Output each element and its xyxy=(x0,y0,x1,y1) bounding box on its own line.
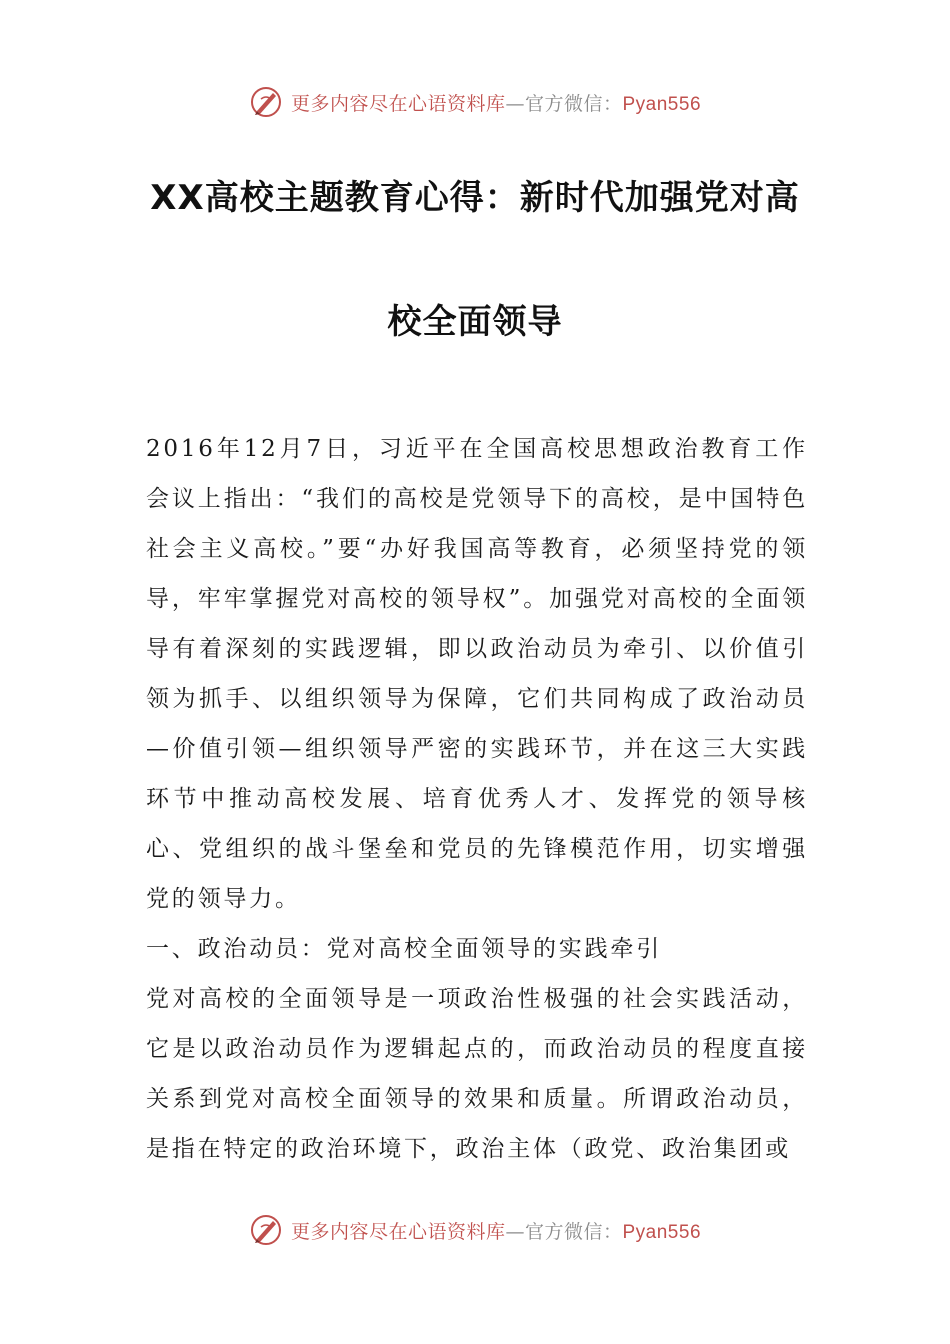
body-paragraph-section-1: 党对高校的全面领导是一项政治性极强的社会实践活动，它是以政治动员作为逻辑起点的，而政治动员的程度直接关系到党对高校全面领导的效果和质量。所谓政治动员，是指在特定的政治环境下，政治主体（政党、政治集团或 xyxy=(146,986,808,1162)
pen-logo-icon xyxy=(249,1213,283,1247)
watermark-official: —官方微信： xyxy=(505,1220,623,1243)
document-body xyxy=(146,424,808,1174)
watermark-main: 更多内容尽在心语资料库 xyxy=(290,92,506,115)
watermark-wechat-id: Pyan556 xyxy=(622,1221,702,1243)
document-title-line-2: 校全面领导 xyxy=(387,302,563,342)
footer-watermark xyxy=(0,1210,950,1250)
document-title-line-1: XX高校主题教育心得：新时代加强党对高 xyxy=(150,178,800,218)
watermark-text xyxy=(291,89,701,116)
header-watermark xyxy=(0,82,950,122)
watermark-main: 更多内容尽在心语资料库 xyxy=(290,1220,506,1243)
watermark-text xyxy=(291,1217,701,1244)
watermark-wechat-id: Pyan556 xyxy=(622,93,702,115)
pen-logo-icon xyxy=(249,85,283,119)
watermark-official: —官方微信： xyxy=(505,92,623,115)
section-heading-1: 一、政治动员：党对高校全面领导的实践牵引 xyxy=(146,936,662,962)
body-paragraph-intro: 2016年12月7日，习近平在全国高校思想政治教育工作会议上指出：“我们的高校是党领导下的高校，是中国特色社会主义高校。”要“办好我国高等教育，必须坚持党的领导，牢牢掌握党对高校的领导权”。加强党对高校的全面领导有着深刻的实践逻辑，即以政治动员为牵引、以价值引领为抓手、以组织领导为保障，它们共同构成了政治动员—价值引领—组织领导严密的实践环节，并在这三大实践环节中推动高校发展、培育优秀人才、发挥党的领导核心、党组织的战斗堡垒和党员的先锋模范作用，切实增强党的领导力。 xyxy=(146,436,808,912)
